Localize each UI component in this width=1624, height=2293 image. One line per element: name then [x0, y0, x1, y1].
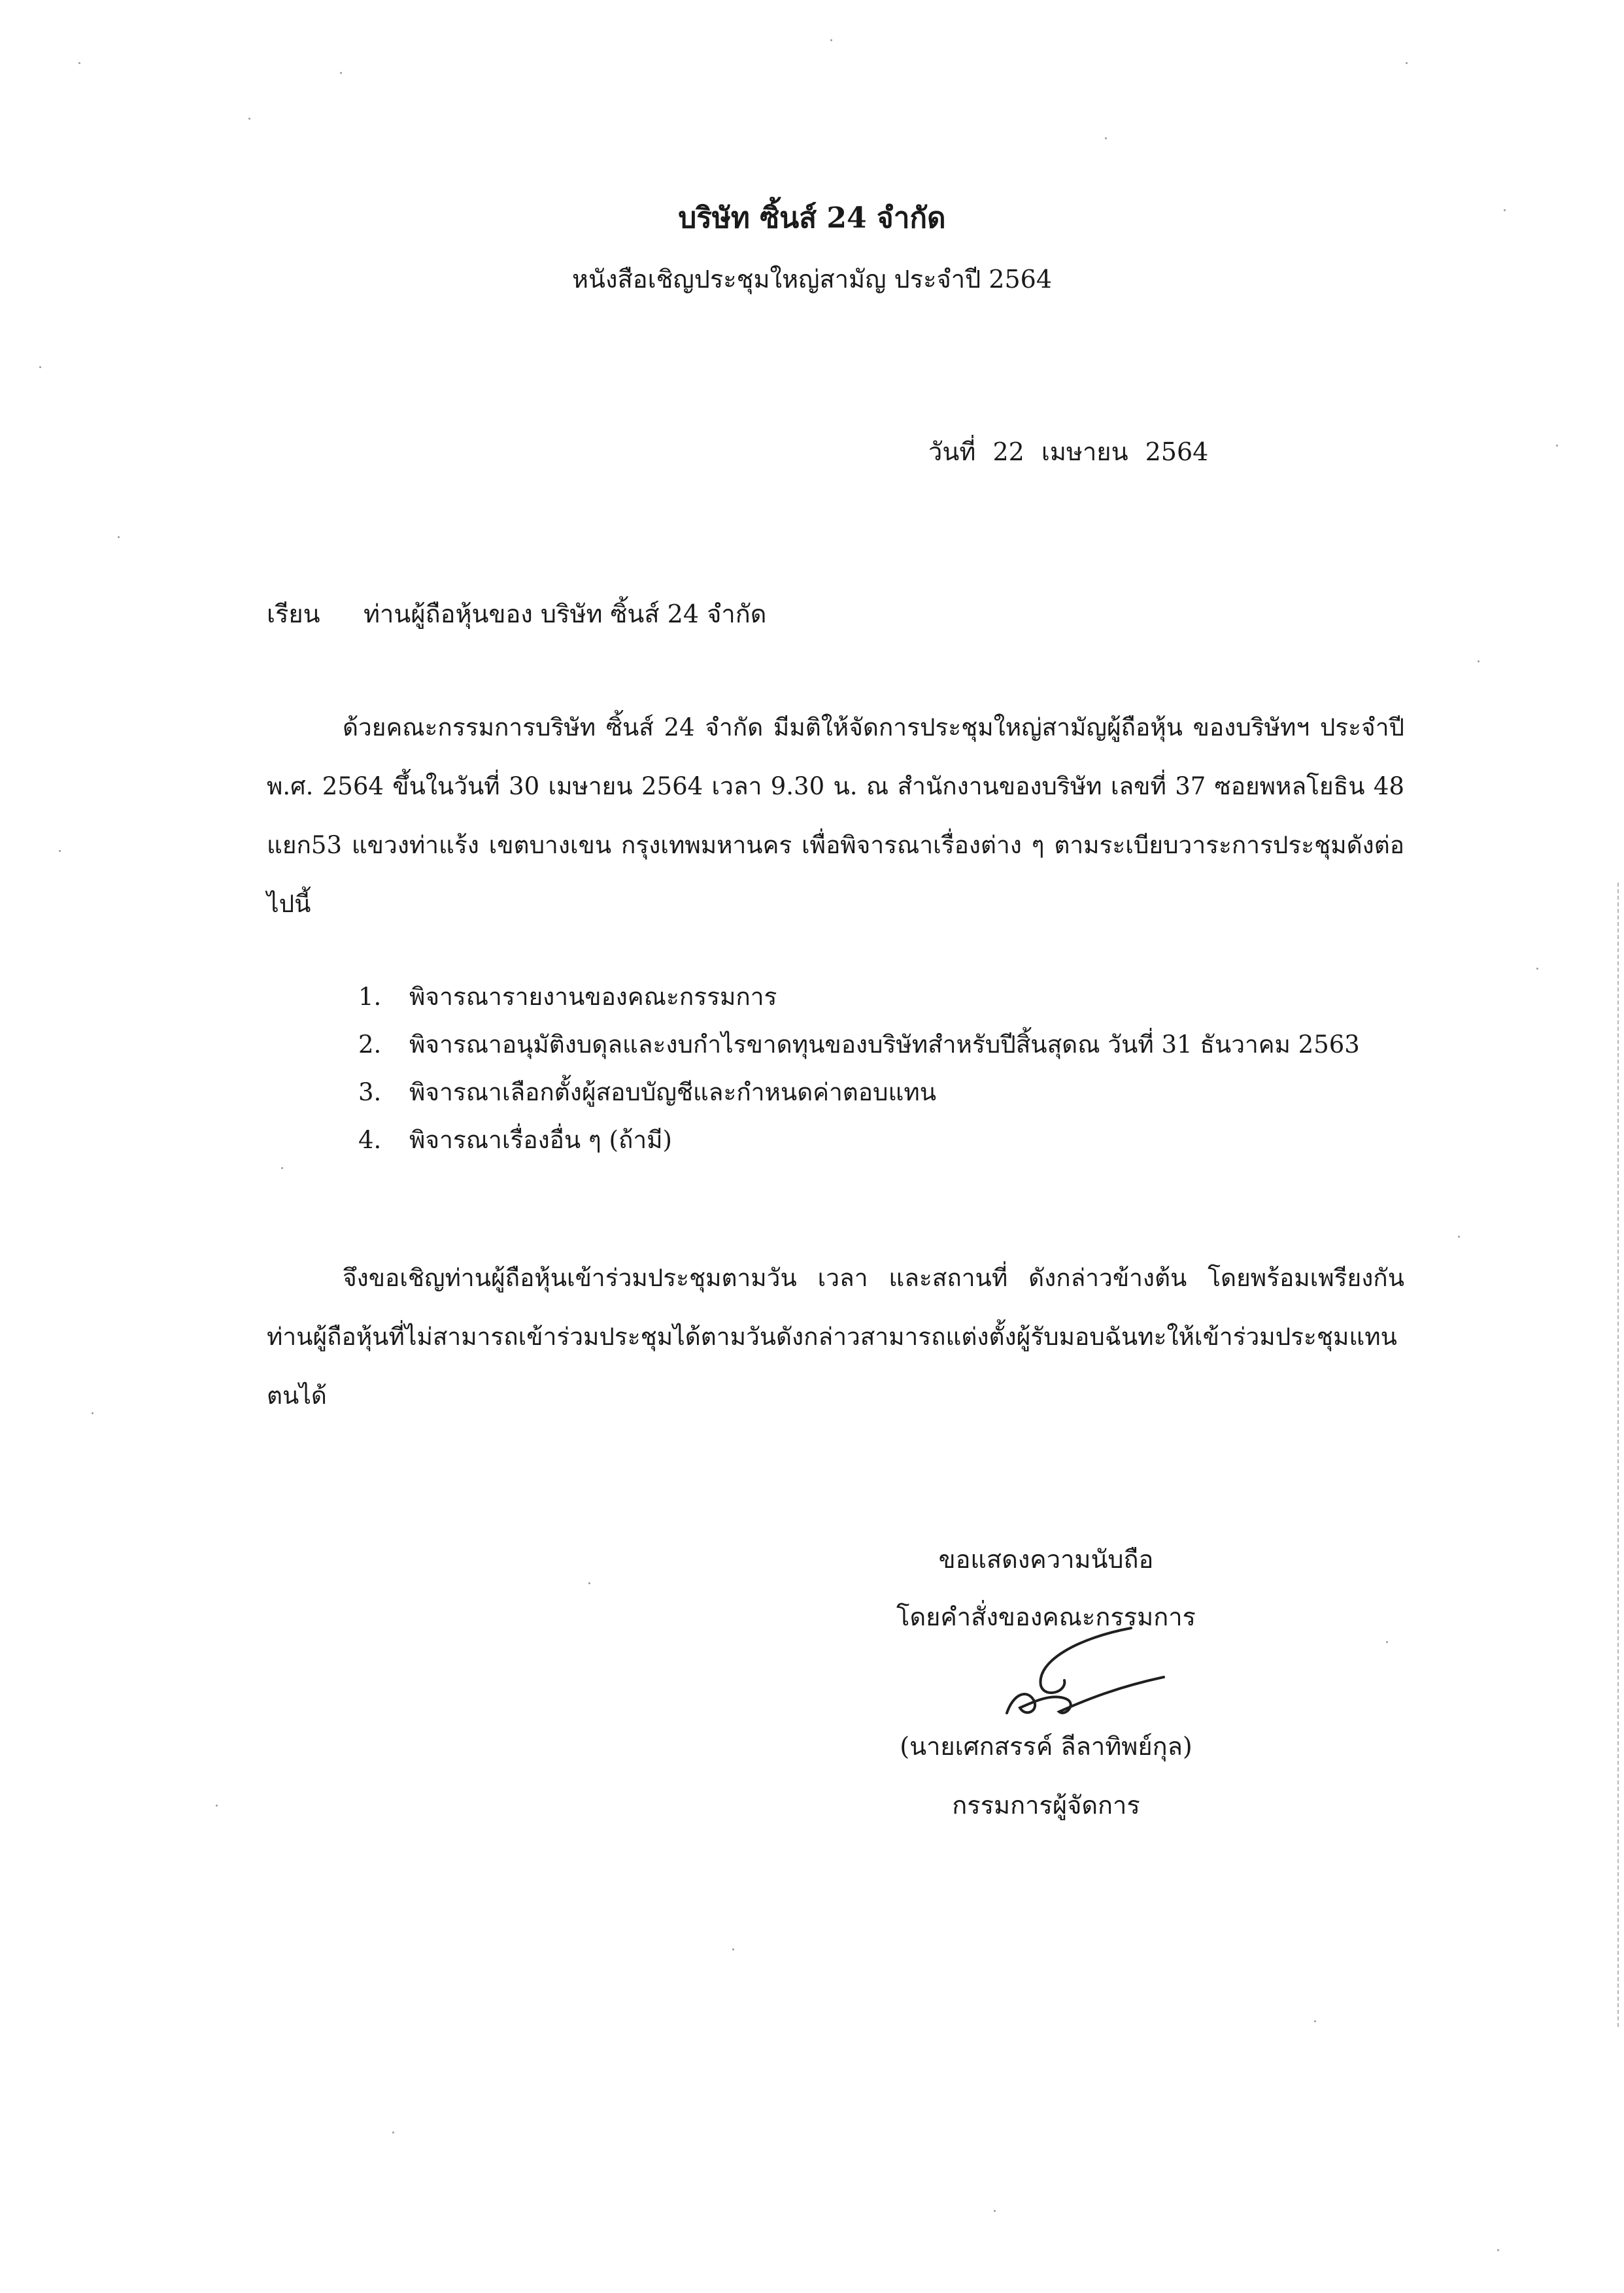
scan-speck — [1314, 2020, 1316, 2022]
agenda-item-number: 1. — [358, 983, 382, 1011]
scan-edge-line — [1616, 883, 1619, 2027]
agenda-item-number: 2. — [358, 1030, 382, 1059]
scan-speck — [1386, 1641, 1388, 1643]
agenda-item-text: พิจารณาอนุมัติงบดุลและงบกำไรขาดทุนของบริษัทสำหรับปีสิ้นสุดณ วันที่ 31 ธันวาคม 2563 — [409, 1030, 1360, 1059]
salutation — [267, 594, 766, 634]
agenda-item-text: พิจารณาเลือกตั้งผู้สอบบัญชีและกำหนดค่าตอบแทน — [409, 1078, 937, 1106]
scan-speck — [1556, 445, 1558, 447]
agenda-item — [358, 1025, 1360, 1073]
letter-date: วันที่ 22 เมษายน 2564 — [928, 437, 1209, 466]
scan-speck — [78, 62, 80, 64]
scan-speck — [59, 850, 61, 852]
scan-speck — [994, 2210, 996, 2212]
closing-regards: ขอแสดงความนับถือ — [938, 1545, 1154, 1574]
agenda-item-number: 4. — [358, 1126, 382, 1154]
agenda-item — [358, 977, 1360, 1025]
agenda-item — [358, 1073, 1360, 1121]
scan-speck — [830, 39, 832, 41]
body-paragraph-2 — [267, 1249, 1404, 1425]
closing-authority: โดยคำสั่งของคณะกรรมการ — [896, 1603, 1196, 1631]
scan-speck — [92, 1412, 93, 1414]
scan-speck — [118, 536, 120, 538]
company-title: บริษัท ซิ้นส์ 24 จำกัด — [678, 201, 946, 235]
scan-speck — [1497, 2249, 1499, 2251]
signatory-name: (นายเศกสรรค์ ลีลาทิพย์กุล) — [900, 1732, 1193, 1761]
scan-speck — [1536, 968, 1538, 970]
salutation-recipient: ท่านผู้ถือหุ้นของ บริษัท ซิ้นส์ 24 จำกัด — [364, 600, 767, 628]
salutation-label: เรียน — [267, 600, 320, 628]
agenda-item-number: 3. — [358, 1078, 382, 1106]
agenda-item — [358, 1121, 1360, 1168]
scan-speck — [1458, 1236, 1460, 1238]
scan-speck — [340, 72, 342, 74]
scan-speck — [39, 366, 41, 368]
agenda-list — [358, 977, 1360, 1168]
handwritten-signature — [968, 1615, 1177, 1726]
scan-speck — [588, 1582, 590, 1584]
agenda-item-text: พิจารณารายงานของคณะกรรมการ — [409, 983, 777, 1011]
paragraph-2-text: จึงขอเชิญท่านผู้ถือหุ้นเข้าร่วมประชุมตามวัน เวลา และสถานที่ ดังกล่าวข้างต้น โดยพร้อมเพรียงกัน ท่านผู้ถือหุ้นที่ไม่สามารถเข้าร่วมประชุมได้ตามวันดังกล่าวสามารถแต่งตั้งผู้รับมอบฉันทะให้เข้าร่วมประชุมแทนตนได้ — [267, 1264, 1404, 1410]
scan-speck — [1406, 62, 1408, 64]
agenda-item-text: พิจารณาเรื่องอื่น ๆ (ถ้ามี) — [409, 1126, 672, 1154]
scan-speck — [216, 1805, 218, 1807]
document-subtitle: หนังสือเชิญประชุมใหญ่สามัญ ประจำปี 2564 — [571, 265, 1052, 294]
scan-speck — [281, 1167, 283, 1169]
scan-speck — [248, 118, 250, 120]
scan-speck — [1478, 660, 1480, 662]
signatory-title: กรรมการผู้จัดการ — [952, 1791, 1140, 1820]
scan-speck — [732, 1948, 734, 1950]
body-paragraph-1 — [267, 698, 1404, 934]
scan-speck — [1105, 137, 1107, 139]
scan-speck — [392, 2132, 394, 2133]
paragraph-1-text: ด้วยคณะกรรมการบริษัท ซิ้นส์ 24 จำกัด มีมติให้จัดการประชุมใหญ่สามัญผู้ถือหุ้น ของบริษัทฯ ประจำปี พ.ศ. 2564 ขึ้นในวันที่ 30 เมษายน 2564 เวลา 9.30 น. ณ สำนักงานของบริษัท เลขที่ 37 ซอยพหลโยธิน 48 แยก53 แขวงท่าแร้ง เขตบางเขน กรุงเทพมหานคร เพื่อพิจารณาเรื่องต่าง ๆ ตามระเบียบวาระการประชุมดังต่อไปนี้ — [267, 713, 1404, 918]
